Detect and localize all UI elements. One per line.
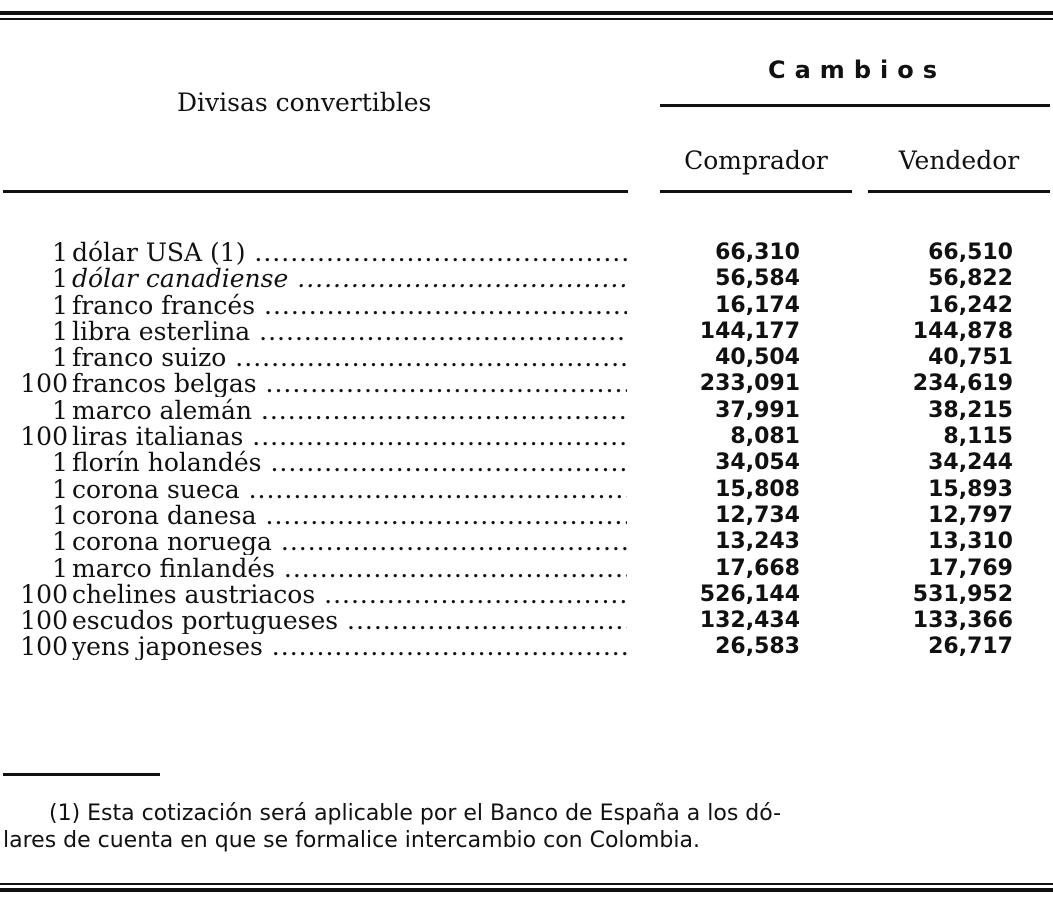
row-buy-rate: 15,808	[715, 476, 800, 502]
header-rule-buyer	[660, 190, 852, 193]
row-currency: dólar USA (1) .....	[72, 240, 627, 266]
row-currency: yens japoneses .....	[72, 634, 627, 660]
table-row	[0, 608, 1053, 634]
row-sell-rate: 56,822	[928, 266, 1013, 292]
table-row	[0, 634, 1053, 660]
row-quantity: 1	[52, 527, 68, 557]
row-currency: marco alemán .....	[72, 398, 627, 424]
table-row	[0, 266, 1053, 292]
row-currency: francos belgas .....	[72, 371, 627, 397]
table-row	[0, 240, 1053, 266]
header-currencies: Divisas convertibles	[177, 88, 432, 117]
row-buy-rate: 144,177	[699, 318, 800, 344]
row-sell-rate: 38,215	[928, 397, 1013, 423]
row-sell-rate: 144,878	[912, 318, 1013, 344]
row-currency: franco francés .....	[72, 293, 627, 319]
table-row	[0, 371, 1053, 397]
row-sell-rate: 12,797	[928, 502, 1013, 528]
row-sell-rate: 8,115	[943, 424, 1013, 450]
row-sell-rate: 26,717	[928, 634, 1013, 660]
rates-table	[0, 240, 1053, 661]
row-quantity: 1	[52, 395, 68, 425]
row-buy-rate: 16,174	[715, 292, 800, 318]
table-row	[0, 579, 1053, 609]
row-currency: escudos portugueses .....	[72, 608, 627, 634]
row-buy-rate: 66,310	[715, 240, 800, 265]
row-sell-rate: 531,952	[912, 581, 1013, 607]
row-buy-rate: 40,504	[715, 345, 800, 371]
header-rule-exchange	[660, 104, 1050, 107]
row-quantity: 100	[20, 369, 68, 399]
table-row	[0, 450, 1053, 476]
row-buy-rate: 233,091	[699, 371, 800, 397]
table-row	[0, 553, 1053, 583]
row-buy-rate: 12,734	[715, 502, 800, 528]
row-sell-rate: 17,769	[928, 555, 1013, 581]
row-buy-rate: 13,243	[715, 529, 800, 555]
row-sell-rate: 66,510	[928, 240, 1013, 265]
row-quantity: 100	[20, 606, 68, 636]
row-sell-rate: 16,242	[928, 292, 1013, 318]
row-buy-rate: 526,144	[699, 581, 800, 607]
table-row	[0, 316, 1053, 346]
top-rule-thin	[0, 18, 1053, 20]
row-currency: franco suizo .....	[72, 345, 627, 371]
row-sell-rate: 40,751	[928, 345, 1013, 371]
row-quantity: 1	[52, 290, 68, 320]
header-rule-seller	[868, 190, 1050, 193]
row-currency: libra esterlina .....	[72, 319, 627, 345]
table-row	[0, 345, 1053, 371]
top-rule-thick	[0, 11, 1053, 15]
table-row	[0, 500, 1053, 530]
table-row	[0, 474, 1053, 504]
row-sell-rate: 13,310	[928, 529, 1013, 555]
row-currency: marco finlandés .....	[72, 556, 627, 582]
row-buy-rate: 26,583	[715, 634, 800, 660]
row-sell-rate: 15,893	[928, 476, 1013, 502]
row-quantity: 1	[52, 448, 68, 478]
header-rule-currencies	[3, 190, 628, 193]
row-quantity: 100	[20, 632, 68, 662]
row-sell-rate: 133,366	[912, 608, 1013, 634]
row-currency: corona sueca .....	[72, 477, 627, 503]
row-currency: florín holandés .....	[72, 450, 627, 476]
row-currency: corona danesa .....	[72, 503, 627, 529]
table-row	[0, 529, 1053, 555]
header-exchange-rates: Cambios	[768, 56, 946, 84]
header-buyer: Comprador	[684, 146, 828, 175]
row-quantity: 1	[52, 500, 68, 530]
bottom-rule-thick	[0, 888, 1053, 892]
row-currency: corona noruega .....	[72, 529, 627, 555]
row-buy-rate: 132,434	[699, 608, 800, 634]
footnote-line-2: lares de cuenta en que se formalice intercambio con Colombia.	[3, 828, 700, 853]
row-currency: dólar canadiense .....	[72, 266, 627, 292]
row-quantity: 1	[52, 474, 68, 504]
row-quantity: 1	[52, 238, 68, 267]
table-row	[0, 290, 1053, 320]
table-row	[0, 395, 1053, 425]
row-sell-rate: 234,619	[912, 371, 1013, 397]
bottom-rule-thin	[0, 883, 1053, 885]
footnote-rule	[3, 773, 160, 776]
row-quantity: 1	[52, 343, 68, 373]
row-sell-rate: 34,244	[928, 450, 1013, 476]
row-buy-rate: 37,991	[715, 397, 800, 423]
table-row	[0, 424, 1053, 450]
row-quantity: 1	[52, 553, 68, 583]
footnote-line-1: (1) Esta cotización será aplicable por el Banco de España a los dó-	[49, 801, 782, 826]
row-quantity: 1	[52, 316, 68, 346]
row-buy-rate: 17,668	[715, 555, 800, 581]
row-buy-rate: 56,584	[715, 266, 800, 292]
row-buy-rate: 8,081	[730, 424, 800, 450]
row-quantity: 100	[20, 422, 68, 452]
header-seller: Vendedor	[898, 146, 1020, 175]
row-currency: liras italianas .....	[72, 424, 627, 450]
footnote	[3, 800, 1048, 854]
row-currency: chelines austriacos .....	[72, 582, 627, 608]
row-buy-rate: 34,054	[715, 450, 800, 476]
row-quantity: 100	[20, 579, 68, 609]
row-quantity: 1	[52, 264, 68, 294]
